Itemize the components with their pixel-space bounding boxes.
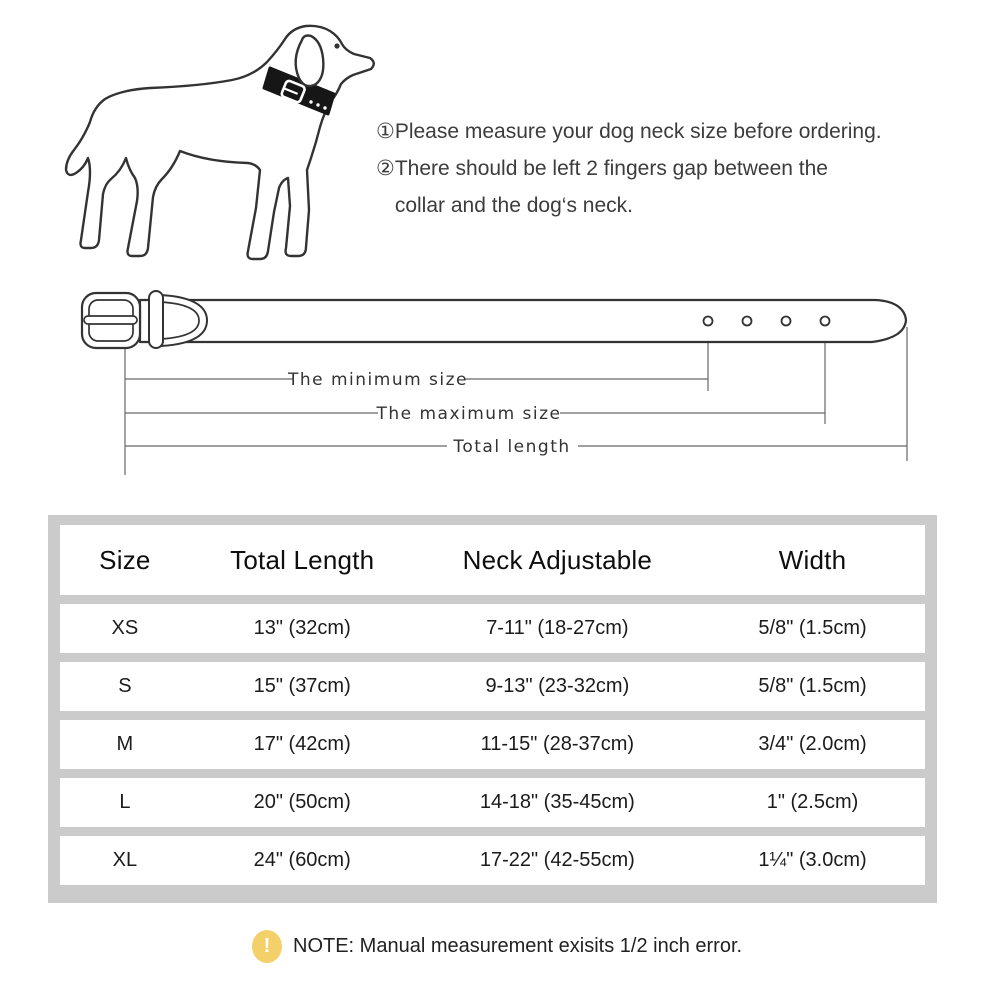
cell-neck: 7-11" (18-27cm)	[486, 617, 629, 639]
table-row-l	[60, 778, 925, 827]
cell-size: S	[118, 675, 132, 697]
dog-eye	[334, 43, 339, 48]
dog-body-outline	[66, 26, 374, 259]
cell-neck: 14-18" (35-45cm)	[479, 791, 635, 813]
label-total-length: Total length	[453, 437, 571, 457]
cell-neck: 17-22" (42-55cm)	[479, 849, 635, 871]
cell-width: 3/4" (2.0cm)	[758, 733, 867, 755]
dog-ear	[296, 36, 324, 87]
cell-width: 1¼" (3.0cm)	[758, 849, 867, 871]
cell-length: 13" (32cm)	[253, 617, 351, 639]
cell-length: 15" (37cm)	[253, 675, 351, 697]
header-size: Size	[99, 544, 151, 575]
instruction-1-bullet: ①	[376, 120, 395, 143]
instruction-1	[376, 113, 976, 150]
belt-keeper-icon	[149, 291, 163, 348]
cell-width: 1" (2.5cm)	[766, 791, 859, 813]
cell-length: 24" (60cm)	[253, 849, 351, 871]
instruction-2	[376, 150, 976, 224]
instruction-2-text-line2: collar and the dog‘s neck.	[394, 194, 633, 217]
table-row-s	[60, 662, 925, 711]
cell-width: 5/8" (1.5cm)	[758, 675, 867, 697]
instruction-2-text-line1: There should be left 2 fingers gap between the	[394, 157, 828, 180]
belt-buckle-icon	[82, 293, 140, 348]
cell-width: 5/8" (1.5cm)	[758, 617, 867, 639]
instruction-2-bullet: ②	[376, 157, 395, 180]
table-row-m	[60, 720, 925, 769]
note	[252, 930, 742, 963]
collar-measurement-diagram	[0, 290, 1000, 485]
cell-size: M	[116, 733, 134, 755]
dog-illustration	[60, 10, 390, 280]
cell-length: 17" (42cm)	[253, 733, 351, 755]
cell-size: L	[119, 791, 131, 813]
table-row-xs	[60, 604, 925, 653]
cell-neck: 9-13" (23-32cm)	[485, 675, 630, 697]
cell-size: XL	[112, 849, 138, 871]
cell-size: XS	[111, 617, 139, 639]
cell-neck: 11-15" (28-37cm)	[480, 733, 635, 755]
exclamation-icon: !	[252, 930, 282, 963]
table-row-xl	[60, 836, 925, 885]
instructions	[376, 113, 976, 224]
cell-length: 20" (50cm)	[253, 791, 351, 813]
size-table	[48, 515, 937, 903]
label-maximum-size: The maximum size	[376, 404, 562, 424]
note-text: NOTE: Manual measurement exisits 1/2 inch error.	[293, 935, 743, 957]
header-total-length: Total Length	[230, 544, 375, 575]
label-minimum-size: The minimum size	[287, 370, 469, 390]
header-width: Width	[778, 544, 847, 575]
instruction-1-text: Please measure your dog neck size before ordering.	[394, 120, 882, 143]
size-table-header-row	[60, 525, 925, 595]
header-neck-adjustable: Neck Adjustable	[462, 544, 653, 575]
